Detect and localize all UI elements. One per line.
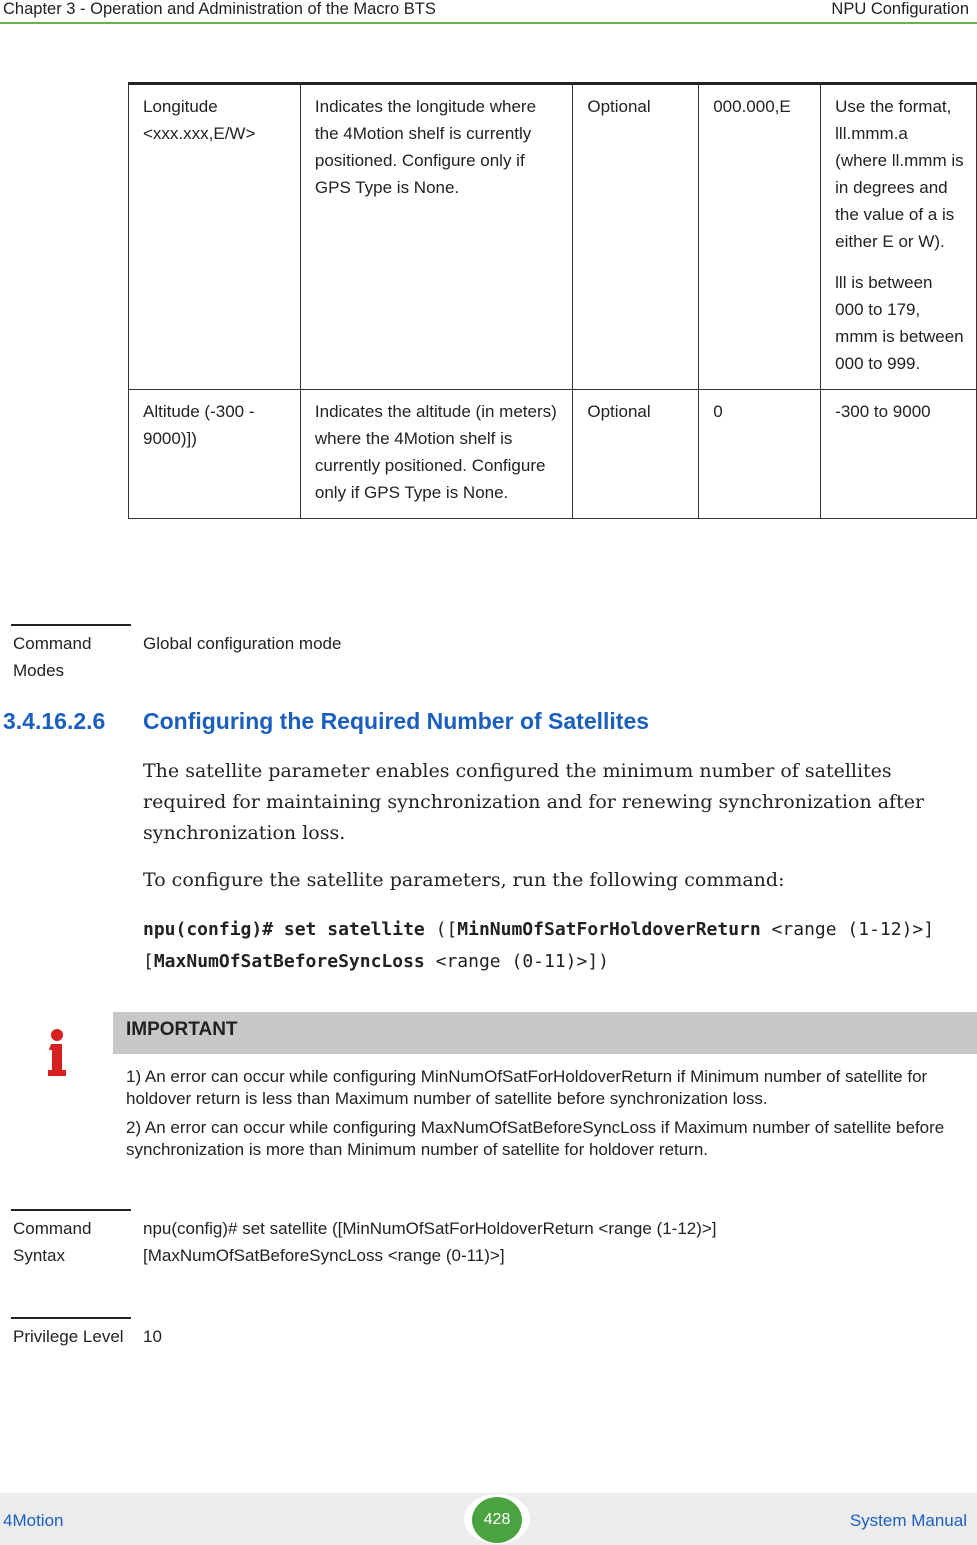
important-icon [44, 1028, 70, 1078]
description-cell: Indicates the longitude where the 4Motion shelf is currently positioned. Configure only if GPS Type is None. [300, 84, 572, 390]
command-text: <range (1-12)>] [ [143, 919, 935, 972]
command-modes-value: Global configuration mode [143, 634, 342, 653]
label-rule [11, 624, 131, 626]
privilege-level-label-block [13, 1317, 131, 1350]
parameter-cell: Altitude (-300 - 9000)]) [129, 390, 301, 519]
command-example [143, 914, 963, 978]
footer-product: 4Motion [3, 1511, 64, 1530]
values-text: Use the format, lll.mmm.a (where ll.mmm is in degrees and the value of a is either E or W). [835, 97, 964, 251]
command-text: <range (0-11)>]) [424, 951, 610, 972]
page-number: 428 [472, 1497, 522, 1543]
command-param: MinNumOfSatForHoldoverReturn [457, 919, 761, 940]
presence-cell: Optional [573, 390, 699, 519]
parameter-cell: Longitude <xxx.xxx,E/W> [129, 84, 301, 390]
section-paragraph: The satellite parameter enables configured the minimum number of satellites required for maintaining synchronization and for renewing synchronization after synchronization loss. [143, 760, 925, 844]
label-rule [11, 1317, 131, 1319]
section-name: NPU Configuration [831, 0, 969, 18]
command-syntax-value: npu(config)# set satellite ([MinNumOfSatForHoldoverReturn <range (1-12)>] [MaxNumOfSatBeforeSyncLoss <range (0-11)>] [143, 1219, 717, 1265]
values-cell [821, 390, 977, 519]
page-header [0, 0, 977, 22]
important-note: 2) An error can occur while configuring MaxNumOfSatBeforeSyncLoss if Maximum number of satellite before synchronization is more than Minimum number of satellite for holdover return. [126, 1118, 945, 1159]
privilege-level-label: Privilege Level [13, 1327, 124, 1346]
parameters-table [128, 82, 977, 519]
command-syntax-label: Command Syntax [13, 1219, 92, 1265]
label-rule [11, 1209, 131, 1211]
footer-manual: System Manual [849, 1511, 967, 1530]
table-row [129, 84, 977, 390]
command-prefix: npu(config)# set satellite [143, 919, 425, 940]
important-note: 1) An error can occur while configuring MinNumOfSatForHoldoverReturn if Minimum number of satellite for holdover return is less than Maximum number of satellite before synchronization loss. [126, 1067, 928, 1108]
section-paragraph: To configure the satellite parameters, run the following command: [143, 869, 785, 891]
values-text: -300 to 9000 [835, 402, 931, 421]
privilege-level-value: 10 [143, 1327, 162, 1346]
command-text: ([ [424, 919, 458, 940]
header-rule [0, 22, 977, 24]
default-cell: 000.000,E [699, 84, 821, 390]
chapter-title: Chapter 3 - Operation and Administration of the Macro BTS [3, 0, 436, 18]
important-title: IMPORTANT [126, 1019, 238, 1040]
table-row [129, 390, 977, 519]
values-cell [821, 84, 977, 390]
presence-cell: Optional [573, 84, 699, 390]
section-number: 3.4.16.2.6 [3, 708, 106, 734]
description-cell: Indicates the altitude (in meters) where the 4Motion shelf is currently positioned. Configure only if GPS Type is None. [300, 390, 572, 519]
command-modes-label-block [13, 624, 131, 684]
command-modes-label: Command Modes [13, 634, 92, 680]
important-title-bar [113, 1012, 977, 1054]
section-title: Configuring the Required Number of Satellites [143, 708, 650, 734]
values-text: lll is between 000 to 179, mmm is between 000 to 999. [835, 273, 964, 373]
command-param: MaxNumOfSatBeforeSyncLoss [153, 951, 425, 972]
command-syntax-label-block [13, 1209, 131, 1269]
default-cell: 0 [699, 390, 821, 519]
